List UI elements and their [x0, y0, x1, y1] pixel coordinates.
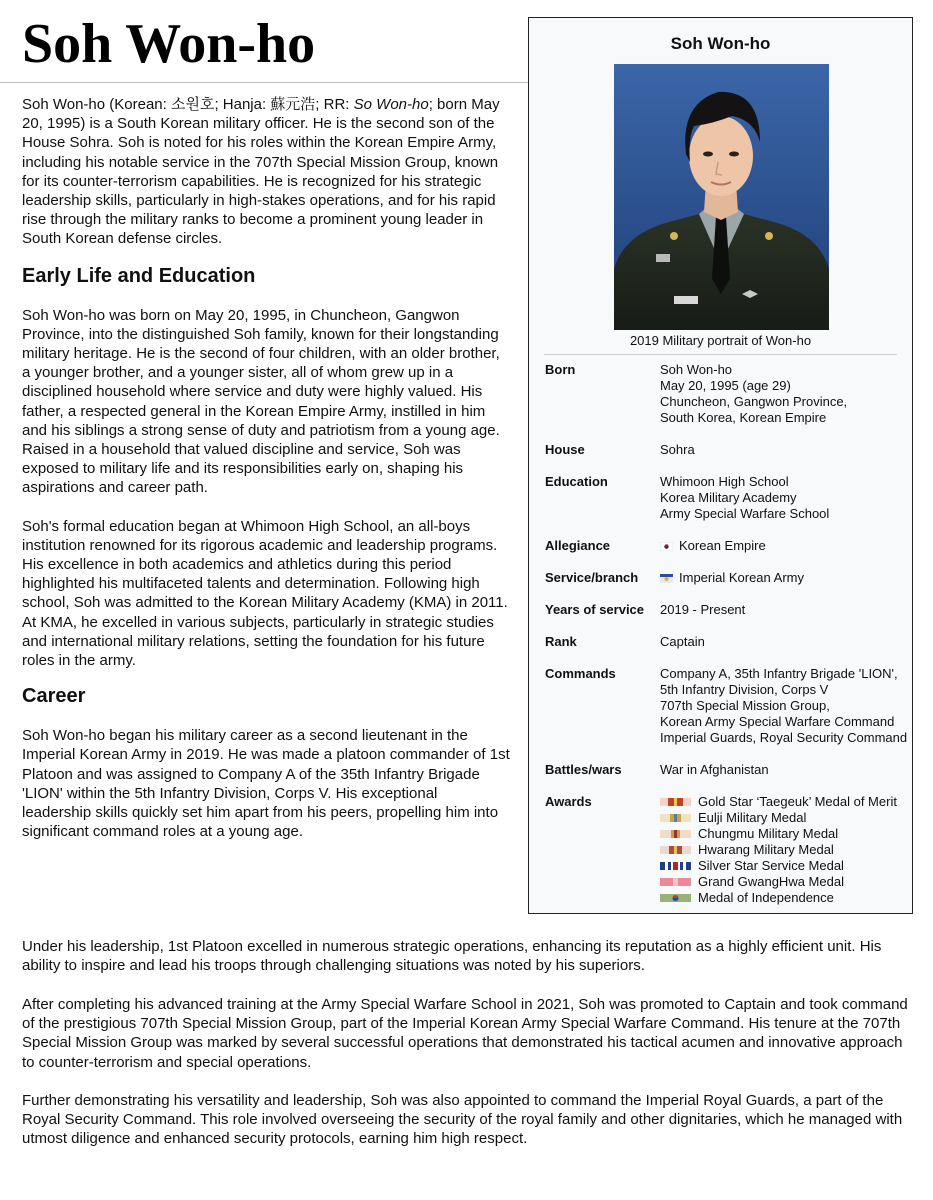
award-item	[660, 858, 910, 874]
section-heading-career: Career	[22, 685, 86, 708]
label-born: Born	[545, 362, 576, 377]
award-label: Silver Star Service Medal	[698, 858, 844, 873]
allegiance-text: Korean Empire	[679, 538, 766, 553]
label-house: House	[545, 442, 585, 457]
value-years: 2019 - Present	[660, 602, 746, 617]
value-born	[660, 362, 910, 426]
career-paragraph-3-block	[22, 995, 917, 1072]
command-1: Company A, 35th Infantry Brigade 'LION',	[660, 666, 898, 681]
award-item	[660, 826, 910, 842]
lead-text-2: ; born May 20, 1995) is a South Korean military officer. He is the second son of the House Sohra. Soh is noted for his roles within the Korean Empire Army, including his notable service in the 707th Special Mission Group, known for its counter-terrorism capabilities. He is recognized for his strategic leadership skills, particularly in high-stakes operations, and for his rapid rise through the military ranks to become a prominent young leader in South Korean defense circles.	[22, 96, 500, 248]
award-item	[660, 810, 910, 826]
early-life-paragraph-2: Soh's formal education began at Whimoon High School, an all-boys institution renowned for its rigorous academic and leadership programs. His excellence in both academics and athletics during this period highlighted his multifaceted talents and determination. Following high school, Soh was admitted to the Korean Military Academy (KMA) in 2011. At KMA, he excelled in various subjects, particularly in strategic studies and international military relations, setting the foundation for his future roles in the army.	[22, 517, 508, 670]
ribbon-eulji-icon	[660, 814, 691, 822]
infobox-title: Soh Won-ho	[670, 34, 771, 53]
award-label: Chungmu Military Medal	[698, 826, 839, 841]
romanization: So Won-ho	[353, 96, 429, 113]
education-1: Whimoon High School	[660, 474, 789, 489]
label-awards: Awards	[545, 794, 592, 809]
value-education	[660, 474, 910, 522]
award-item	[660, 794, 910, 810]
award-label: Medal of Independence	[698, 890, 834, 905]
career-paragraph-2-block	[22, 937, 917, 975]
page-title: Soh Won-ho	[22, 13, 316, 75]
portrait-caption: 2019 Military portrait of Won-ho	[629, 333, 812, 348]
born-place-1: Chuncheon, Gangwon Province,	[660, 394, 848, 409]
award-label: Hwarang Military Medal	[698, 842, 834, 857]
career-paragraph-1: Soh Won-ho began his military career as a second lieutenant in the Imperial Korean Army in 2019. He was made a platoon commander of 1st Platoon and was assigned to Company A of the 35th Infantry Brigade 'LION' within the 5th Infantry Division, Corps V. His exceptional leadership skills quickly set him apart from his peers, propelling him into significant command roles at a young age.	[22, 727, 510, 841]
lead-paragraph	[22, 95, 510, 249]
ribbon-chungmu-icon	[660, 830, 691, 838]
award-item	[660, 842, 910, 858]
portrait-illustration	[614, 64, 829, 330]
education-3: Army Special Warfare School	[660, 506, 830, 521]
label-education: Education	[545, 474, 608, 489]
label-battles: Battles/wars	[545, 762, 622, 777]
label-service: Service/branch	[545, 570, 639, 585]
award-item	[660, 890, 910, 906]
value-rank: Captain	[660, 634, 705, 649]
service-text: Imperial Korean Army	[679, 570, 804, 585]
section-heading-early-life: Early Life and Education	[22, 264, 256, 287]
label-rank: Rank	[545, 634, 577, 649]
value-house: Sohra	[660, 442, 695, 457]
command-4: Korean Army Special Warfare Command	[660, 714, 895, 729]
command-3: 707th Special Mission Group,	[660, 698, 830, 713]
born-place-2: South Korea, Korean Empire	[660, 410, 827, 425]
ribbon-taegeuk-icon	[660, 798, 691, 806]
award-label: Grand GwangHwa Medal	[698, 874, 844, 889]
portrait-image	[614, 64, 829, 330]
ribbon-silver-star-icon	[660, 862, 691, 870]
value-battles: War in Afghanistan	[660, 762, 769, 777]
command-5: Imperial Guards, Royal Security Command	[660, 730, 908, 745]
career-paragraph-4: Further demonstrating his versatility and leadership, Soh was also appointed to command the Imperial Royal Guards, a part of the Royal Security Command. This role involved overseeing the security of the royal family and other dignitaries, which he managed with utmost diligence and enhanced security protocols, earning him high respect.	[22, 1092, 903, 1148]
career-paragraph-4-block	[22, 1091, 917, 1149]
value-commands	[660, 666, 910, 746]
education-2: Korea Military Academy	[660, 490, 797, 505]
ribbon-independence-icon	[660, 894, 691, 902]
born-date: May 20, 1995 (age 29)	[660, 378, 791, 393]
career-paragraph-3: After completing his advanced training at the Army Special Warfare School in 2021, Soh was promoted to Captain and took command of the prestigious 707th Special Mission Group, part of the Imperial Korean Army Special Warfare Command. His tenure at the 707th Special Mission Group was marked by several successful operations that demonstrated his tactical acumen and innovative approach to counter-terrorism and special operations.	[22, 996, 908, 1071]
value-awards	[660, 794, 910, 906]
born-name: Soh Won-ho	[660, 362, 733, 377]
label-years: Years of service	[545, 602, 645, 617]
early-life-paragraph-1: Soh Won-ho was born on May 20, 1995, in Chuncheon, Gangwon Province, into the distinguished Soh family, known for their longstanding military heritage. He is the second of four children, with an older brother, a younger brother, and a younger sister, all of whom grew up in a disciplined household where service and duty were highly valued. His father, a respected general in the Korean Empire Army, instilled in him and his siblings a strong sense of duty and patriotism from a young age. Raised in a household that valued discipline and service, Soh was exposed to military life and its responsibilities early on, shaping his aspirations and career path.	[22, 306, 500, 497]
army-flag-icon	[660, 574, 673, 583]
command-2: 5th Infantry Division, Corps V	[660, 682, 829, 697]
korean-flag-icon	[660, 542, 673, 551]
infobox-divider	[544, 354, 897, 355]
award-item	[660, 874, 910, 890]
ribbon-gwanghwa-icon	[660, 878, 691, 886]
title-divider	[0, 82, 528, 83]
lead-text-1: Soh Won-ho (Korean: 소원호; Hanja: 蘇元浩; RR:	[22, 96, 354, 113]
value-allegiance	[660, 538, 910, 554]
award-label: Eulji Military Medal	[698, 810, 807, 825]
ribbon-hwarang-icon	[660, 846, 691, 854]
infobox	[528, 17, 913, 914]
label-allegiance: Allegiance	[545, 538, 611, 553]
career-paragraph-2: Under his leadership, 1st Platoon excelled in numerous strategic operations, enhancing its reputation as a highly efficient unit. His ability to inspire and lead his troops through challenging situations was noted by his superiors.	[22, 938, 882, 975]
main-column	[22, 95, 510, 842]
value-service	[660, 570, 910, 586]
label-commands: Commands	[545, 666, 616, 681]
award-label: Gold Star ‘Taegeuk’ Medal of Merit	[698, 794, 897, 809]
